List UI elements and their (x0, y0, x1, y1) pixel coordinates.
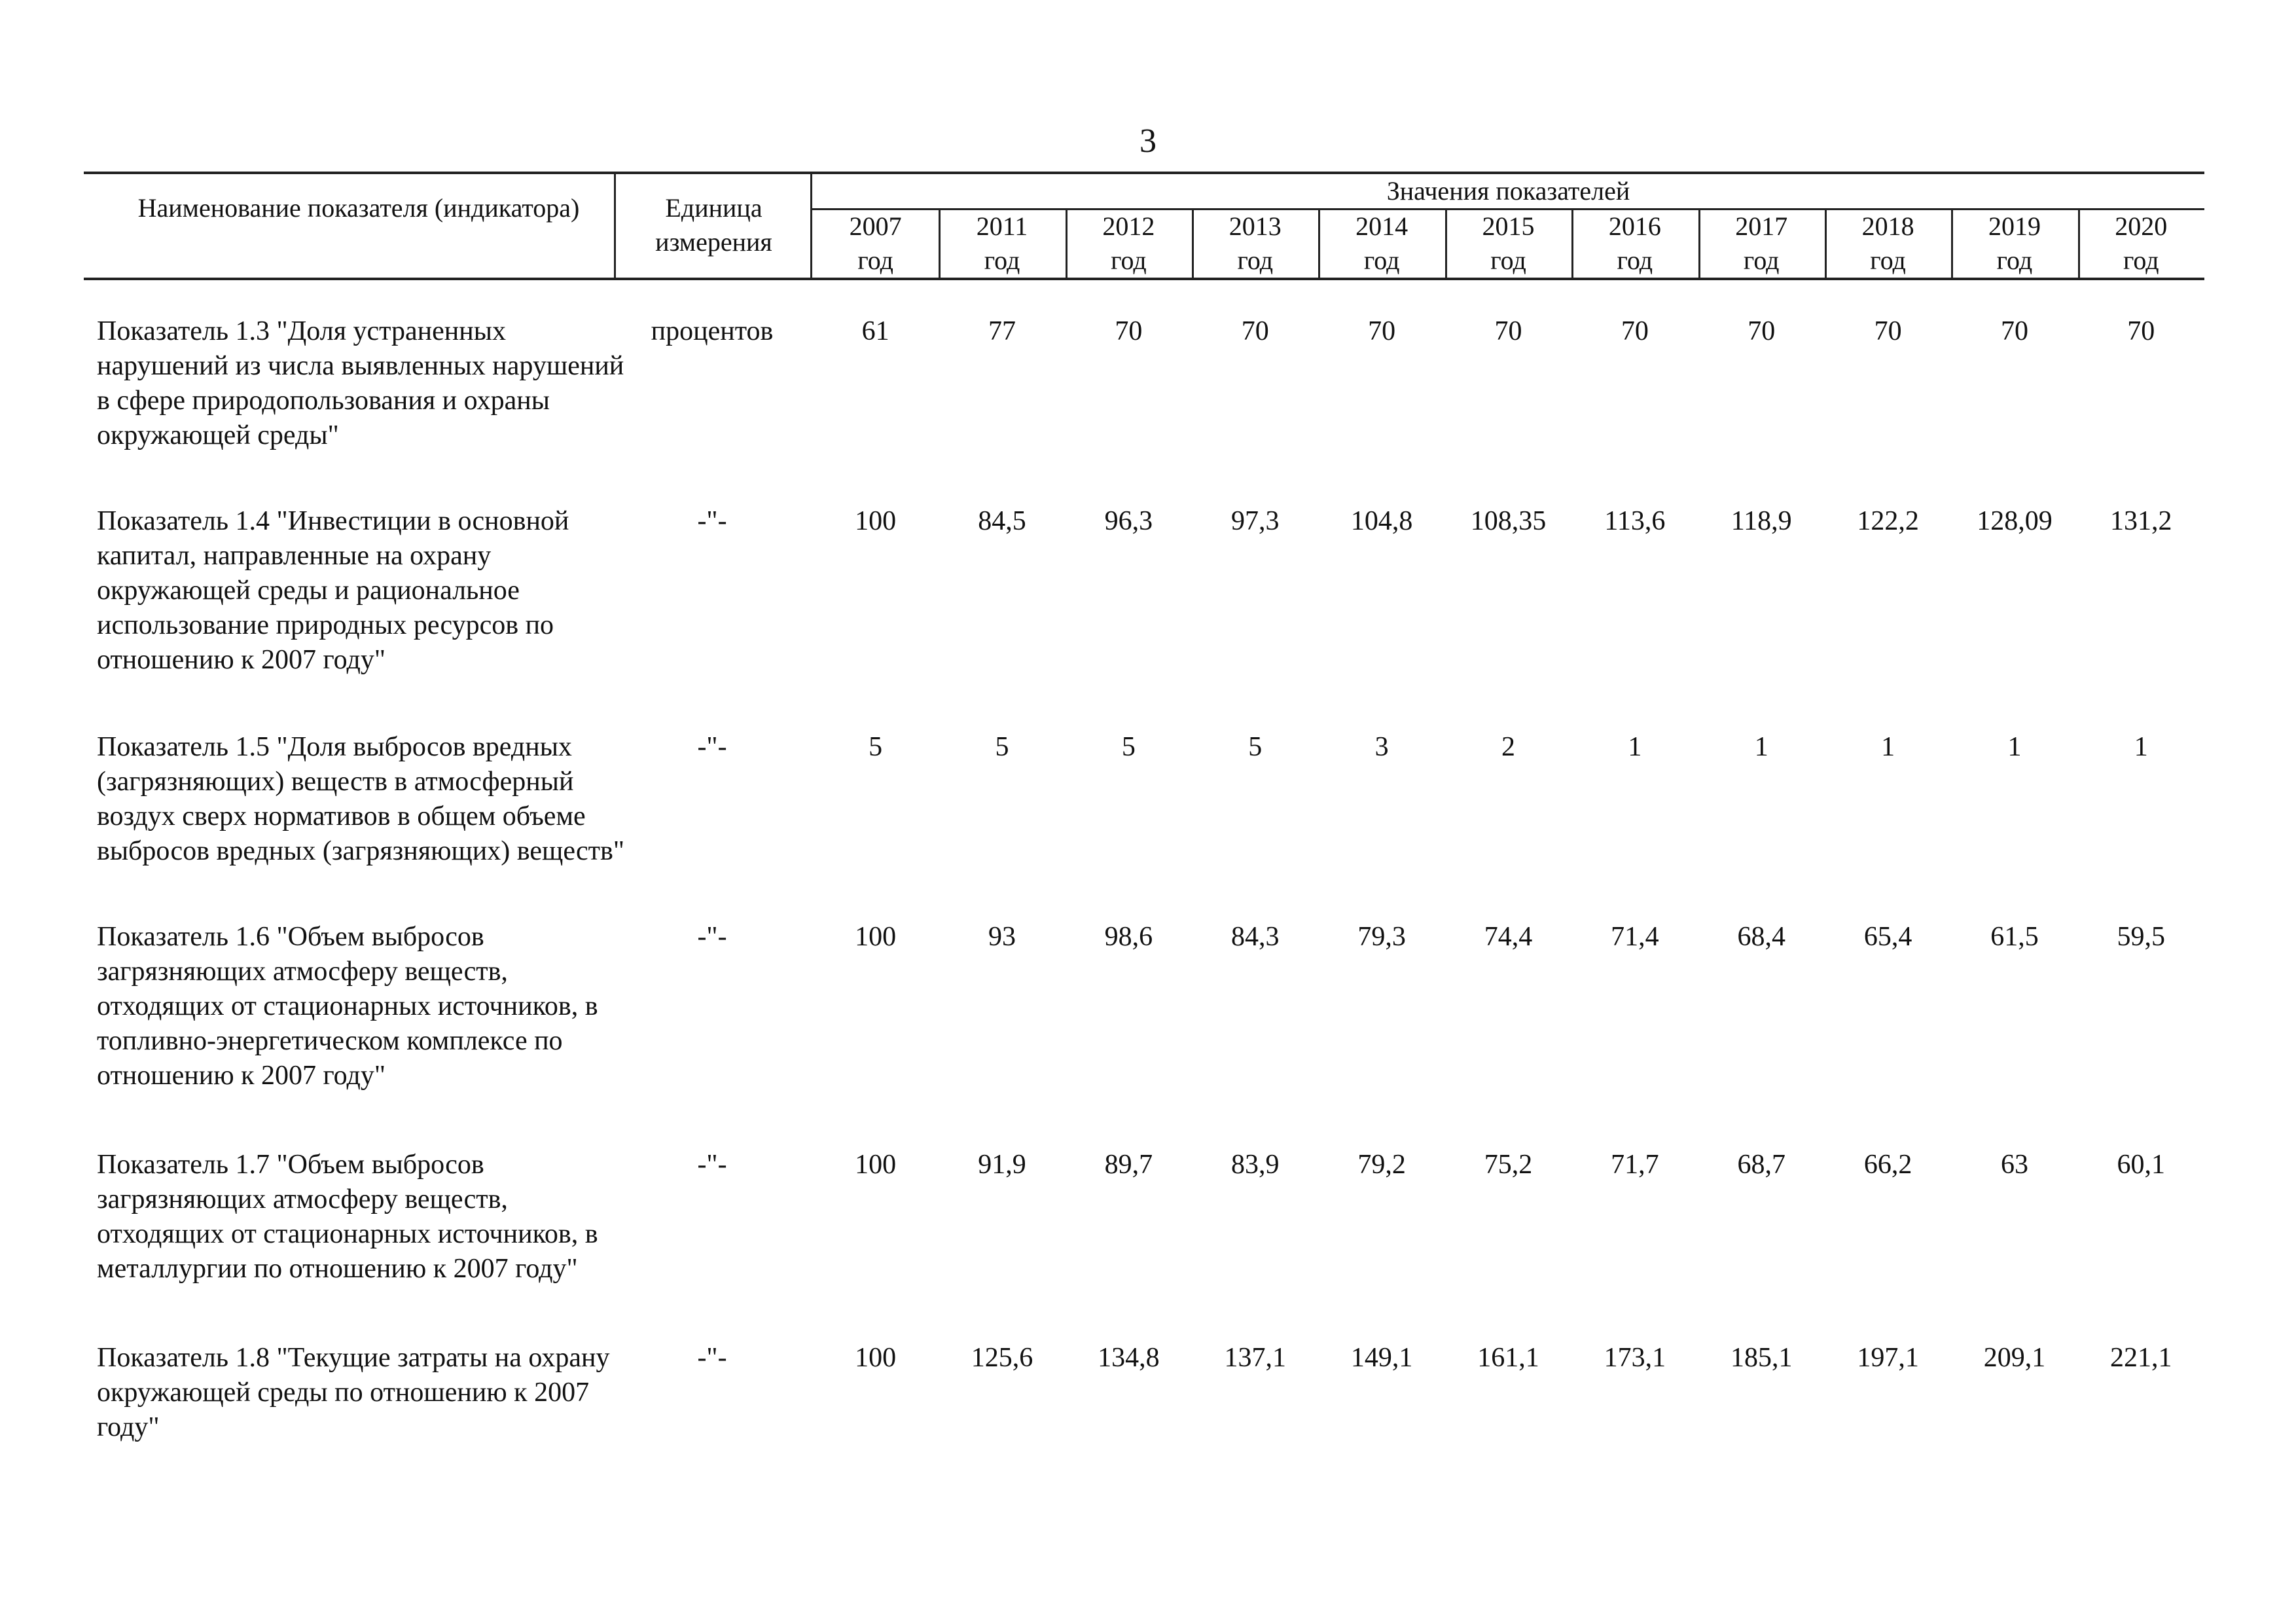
year-divider (1571, 210, 1573, 280)
year-label: 2017 (1735, 211, 1788, 241)
indicator-value: 221,1 (2110, 1343, 2172, 1373)
indicator-value: 84,5 (978, 506, 1026, 536)
year-suffix: год (984, 246, 1020, 275)
indicator-value: 197,1 (1857, 1343, 1919, 1373)
indicator-value: 1 (1754, 732, 1768, 762)
header-name-column: Наименование показателя (индикатора) (137, 193, 580, 223)
year-header-cell (1445, 210, 1571, 279)
indicator-value: 70 (2000, 316, 2028, 346)
indicator-unit: -"- (697, 922, 727, 952)
indicator-value: 93 (988, 922, 1016, 952)
year-label: 2014 (1355, 211, 1408, 241)
indicator-value: 2 (1501, 732, 1515, 762)
year-suffix: год (1237, 246, 1274, 275)
indicator-name: Показатель 1.7 "Объем выбросов загрязняющих атмосферу веществ, отходящих от стационарных источников, в металлургии по отношению к 2007 году" (97, 1150, 598, 1284)
year-divider (1951, 210, 1953, 280)
indicator-value: 83,9 (1231, 1150, 1280, 1180)
year-header-cell (939, 210, 1065, 279)
year-suffix: год (2123, 246, 2159, 275)
indicator-unit: -"- (697, 732, 727, 762)
year-label: 2013 (1229, 211, 1282, 241)
indicator-value: 128,09 (1977, 506, 2053, 536)
indicator-value: 91,9 (978, 1150, 1026, 1180)
page-number: 3 (1139, 122, 1157, 160)
year-label: 2011 (976, 211, 1028, 241)
indicator-value: 100 (855, 1150, 897, 1180)
indicator-value: 1 (1628, 732, 1642, 762)
indicator-value: 98,6 (1104, 922, 1153, 952)
indicator-unit: -"- (697, 1150, 727, 1180)
indicator-value: 122,2 (1857, 506, 1919, 536)
year-divider (1192, 210, 1194, 280)
indicator-value: 71,7 (1611, 1150, 1659, 1180)
year-divider (939, 210, 941, 280)
indicator-value: 63 (2000, 1150, 2028, 1180)
indicator-value: 70 (1874, 316, 1902, 346)
year-divider (1318, 210, 1320, 280)
indicator-value: 79,3 (1357, 922, 1406, 952)
year-label: 2012 (1102, 211, 1155, 241)
indicator-value: 68,7 (1737, 1150, 1785, 1180)
indicator-value: 185,1 (1730, 1343, 1793, 1373)
indicator-value: 118,9 (1731, 506, 1792, 536)
indicator-value: 209,1 (1983, 1343, 2046, 1373)
year-label: 2007 (849, 211, 902, 241)
year-divider (1698, 210, 1700, 280)
indicator-value: 5 (1121, 732, 1136, 762)
year-divider (1825, 210, 1827, 280)
year-header-cell (1066, 210, 1192, 279)
indicator-value: 100 (855, 922, 897, 952)
indicator-unit: процентов (651, 316, 774, 346)
indicator-value: 89,7 (1104, 1150, 1153, 1180)
indicator-unit: -"- (697, 506, 727, 536)
indicator-value: 97,3 (1231, 506, 1280, 536)
header-unit-column: Единица измерения (655, 193, 772, 257)
indicator-value: 1 (2007, 732, 2022, 762)
year-label: 2018 (1861, 211, 1914, 241)
indicator-value: 61 (861, 316, 889, 346)
indicator-value: 96,3 (1104, 506, 1153, 536)
indicator-value: 100 (855, 1343, 897, 1373)
indicator-value: 134,8 (1098, 1343, 1160, 1373)
year-label: 2015 (1482, 211, 1535, 241)
indicator-value: 74,4 (1484, 922, 1533, 952)
indicator-value: 1 (1881, 732, 1895, 762)
indicator-value: 113,6 (1604, 506, 1666, 536)
year-divider (1066, 210, 1067, 280)
indicator-value: 173,1 (1604, 1343, 1666, 1373)
year-header-cell (1951, 210, 2077, 279)
year-header-cell (1318, 210, 1444, 279)
year-label: 2019 (1988, 211, 2041, 241)
indicator-value: 161,1 (1477, 1343, 1539, 1373)
indicator-value: 5 (995, 732, 1009, 762)
indicator-value: 66,2 (1863, 1150, 1912, 1180)
indicator-value: 125,6 (971, 1343, 1033, 1373)
indicator-value: 5 (869, 732, 883, 762)
indicator-value: 70 (1368, 316, 1396, 346)
indicator-name: Показатель 1.6 "Объем выбросов загрязняющих атмосферу веществ, отходящих от стационарных источников, в топливно-энергетическом комплексе по отношению к 2007 году" (97, 922, 598, 1091)
year-label: 2016 (1608, 211, 1661, 241)
year-suffix: год (1870, 246, 1906, 275)
header-values-group: Значения показателей (1386, 176, 1630, 206)
indicator-value: 70 (1748, 316, 1776, 346)
indicator-unit: -"- (697, 1343, 727, 1373)
indicator-value: 70 (1621, 316, 1649, 346)
indicator-value: 75,2 (1484, 1150, 1533, 1180)
year-header-cell (812, 210, 939, 279)
indicator-value: 60,1 (2117, 1150, 2166, 1180)
indicator-value: 3 (1374, 732, 1389, 762)
year-suffix: год (1490, 246, 1526, 275)
indicator-value: 108,35 (1470, 506, 1547, 536)
indicator-value: 65,4 (1863, 922, 1912, 952)
indicator-value: 137,1 (1224, 1343, 1286, 1373)
year-suffix: год (1617, 246, 1653, 275)
header-divider (614, 174, 616, 280)
indicator-value: 71,4 (1611, 922, 1659, 952)
year-suffix: год (1111, 246, 1147, 275)
year-header-cell (1192, 210, 1318, 279)
year-suffix: год (857, 246, 893, 275)
indicator-value: 131,2 (2110, 506, 2172, 536)
indicator-value: 59,5 (2117, 922, 2166, 952)
indicator-value: 79,2 (1357, 1150, 1406, 1180)
indicator-name: Показатель 1.4 "Инвестиции в основной капитал, направленные на охрану окружающей среды и рациональное использование природных ресурсов по отношению к 2007 году" (97, 506, 569, 675)
indicator-value: 68,4 (1737, 922, 1785, 952)
year-header-cell (1571, 210, 1698, 279)
year-header-cell (2078, 210, 2204, 279)
indicator-name: Показатель 1.3 "Доля устраненных нарушений из числа выявленных нарушений в сфере природопользования и охраны окружающей среды" (97, 316, 624, 450)
indicator-value: 70 (2127, 316, 2155, 346)
indicator-value: 1 (2134, 732, 2148, 762)
indicator-name: Показатель 1.8 "Текущие затраты на охрану окружающей среды по отношению к 2007 году" (97, 1343, 610, 1442)
indicator-value: 104,8 (1350, 506, 1413, 536)
indicator-name: Показатель 1.5 "Доля выбросов вредных (загрязняющих) веществ в атмосферный воздух сверх нормативов в общем объеме выбросов вредных (загрязняющих) веществ" (97, 732, 624, 866)
indicator-value: 5 (1248, 732, 1263, 762)
indicator-value: 84,3 (1231, 922, 1280, 952)
indicator-value: 149,1 (1350, 1343, 1413, 1373)
year-suffix: год (1996, 246, 2033, 275)
year-header-cell (1698, 210, 1825, 279)
indicator-value: 70 (1241, 316, 1269, 346)
table-header (84, 172, 2204, 280)
year-divider (2078, 210, 2080, 280)
indicator-value: 61,5 (1990, 922, 2039, 952)
year-suffix: год (1363, 246, 1400, 275)
year-divider (1445, 210, 1447, 280)
indicator-value: 70 (1494, 316, 1522, 346)
year-label: 2020 (2115, 211, 2168, 241)
year-header-cell (1825, 210, 1951, 279)
indicator-value: 70 (1115, 316, 1143, 346)
year-suffix: год (1743, 246, 1780, 275)
indicator-value: 100 (855, 506, 897, 536)
indicator-value: 77 (988, 316, 1016, 346)
